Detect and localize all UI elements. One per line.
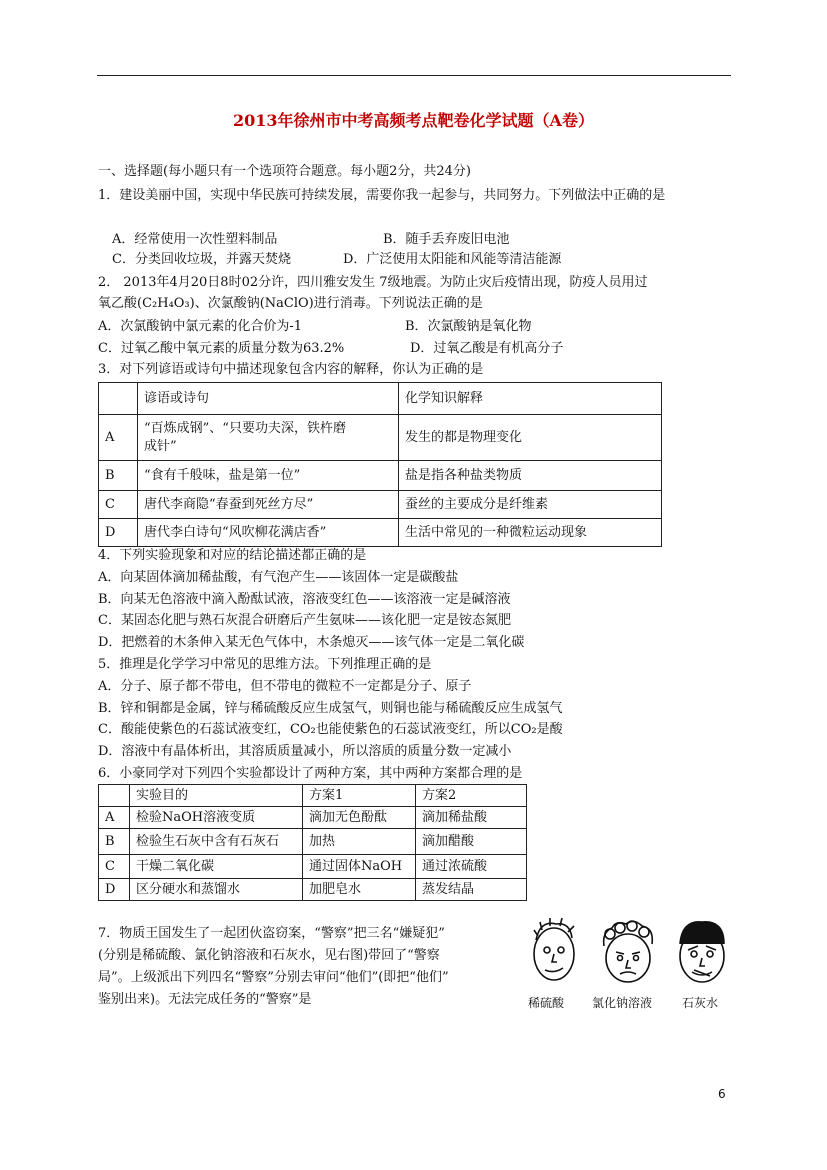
suspect-face-sodium-chloride xyxy=(604,921,653,982)
q5-option-c: C．酸能使紫色的石蕊试液变红，CO₂也能使紫色的石蕊试液变红，所以CO₂是酸 xyxy=(98,722,563,737)
q3-row xyxy=(99,415,662,461)
q1-stem: 1．建设美丽中国，实现中华民族可持续发展，需要你我一起参与，共同努力。下列做法中正确的是 xyxy=(98,188,666,203)
q3-row-saying: 唐代李商隐“春蚕到死丝方尽” xyxy=(138,491,399,519)
suspects-cartoon xyxy=(520,912,735,992)
q3-row-saying-line1: “百炼成钢”、“只要功夫深，铁杵磨 xyxy=(144,420,346,436)
q6-row-goal: 检验生石灰中含有石灰石 xyxy=(130,829,303,855)
q6-row-plan2: 通过浓硫酸 xyxy=(416,855,527,879)
q6-header-blank xyxy=(99,785,130,807)
q6-row-plan2: 滴加稀盐酸 xyxy=(416,807,527,829)
suspects-figure xyxy=(520,912,735,1012)
label-sulfuric-acid: 稀硫酸 xyxy=(528,996,565,1010)
q6-header-plan2: 方案2 xyxy=(416,785,527,807)
q3-row-key: B xyxy=(99,461,138,491)
q3-stem: 3．对下列谚语或诗句中描述现象包含内容的解释，你认为正确的是 xyxy=(98,362,484,377)
q2-option-d: D．过氧乙酸是有机高分子 xyxy=(410,341,564,356)
q3-table-header xyxy=(99,383,662,415)
q3-row-key: A xyxy=(99,415,138,461)
q2-option-b: B．次氯酸钠是氧化物 xyxy=(405,319,532,334)
page-title: 2013年徐州市中考高频考点靶卷化学试题（A卷） xyxy=(233,111,594,130)
q5-stem: 5．推理是化学学习中常见的思维方法。下列推理正确的是 xyxy=(98,657,432,672)
q3-row xyxy=(99,519,662,547)
q4-option-b: B．向某无色溶液中滴入酚酞试液，溶液变红色——该溶液一定是碱溶液 xyxy=(98,592,511,607)
q3-row-explanation: 蚕丝的主要成分是纤维素 xyxy=(399,491,662,519)
page-number: 6 xyxy=(718,1087,726,1101)
q3-row xyxy=(99,461,662,491)
q3-table xyxy=(98,382,662,547)
q3-row-explanation: 盐是指各种盐类物质 xyxy=(399,461,662,491)
q6-row-key: A xyxy=(99,807,130,829)
q6-row xyxy=(99,829,527,855)
q4-option-d: D．把燃着的木条伸入某无色气体中，木条熄灭——该气体一定是二氧化碳 xyxy=(98,635,525,650)
q2-option-c: C．过氧乙酸中氧元素的质量分数为63.2% xyxy=(98,341,345,356)
q2-stem-line1: 2． 2013年4月20日8时02分许，四川雅安发生 7级地震。为防止灾后疫情出现，防疫人员用过 xyxy=(98,275,648,290)
q6-header-goal: 实验目的 xyxy=(130,785,303,807)
q7-stem-line2: (分别是稀硫酸、氯化钠溶液和石灰水，见右图)带回了“警察 xyxy=(98,948,440,963)
q3-header-sayings: 谚语或诗句 xyxy=(138,383,399,415)
q7-stem-line4: 鉴别出来)。无法完成任务的“警察”是 xyxy=(98,992,312,1007)
q3-row xyxy=(99,491,662,519)
q6-row-plan1: 加热 xyxy=(303,829,416,855)
q4-stem: 4．下列实验现象和对应的结论描述都正确的是 xyxy=(98,548,367,563)
q6-row-key: B xyxy=(99,829,130,855)
suspect-face-limewater xyxy=(680,922,724,982)
q7-stem-line3: 局”。上级派出下列四名“警察”分别去审问“他们”(即把“他们” xyxy=(98,970,449,985)
q4-option-a: A．向某固体滴加稀盐酸，有气泡产生——该固体一定是碳酸盐 xyxy=(98,570,459,585)
q6-row-key: C xyxy=(99,855,130,879)
q6-header-plan1: 方案1 xyxy=(303,785,416,807)
q1-option-d: D．广泛使用太阳能和风能等清洁能源 xyxy=(343,252,562,267)
q5-option-b: B．锌和铜都是金属，锌与稀硫酸反应生成氢气，则铜也能与稀硫酸反应生成氢气 xyxy=(98,701,563,716)
q6-table xyxy=(98,784,527,901)
q6-row-plan1: 滴加无色酚酞 xyxy=(303,807,416,829)
q4-option-c: C．某固态化肥与熟石灰混合研磨后产生氨味——该化肥一定是铵态氮肥 xyxy=(98,613,511,628)
q2-option-a: A．次氯酸钠中氯元素的化合价为-1 xyxy=(98,319,303,334)
q3-header-explanation: 化学知识解释 xyxy=(399,383,662,415)
q6-row-goal: 检验NaOH溶液变质 xyxy=(130,807,303,829)
q6-table-header xyxy=(99,785,527,807)
q3-row-explanation: 发生的都是物理变化 xyxy=(399,415,662,461)
q5-option-d: D．溶液中有晶体析出，其溶质质量减小，所以溶质的质量分数一定减小 xyxy=(98,744,512,759)
q6-row-goal: 区分硬水和蒸馏水 xyxy=(130,879,303,901)
q1-option-b: B．随手丢弃废旧电池 xyxy=(383,232,510,247)
q6-row-plan2: 滴加醋酸 xyxy=(416,829,527,855)
section-heading: 一、选择题(每小题只有一个选项符合题意。每小题2分，共24分) xyxy=(98,164,471,179)
q6-stem: 6．小豪同学对下列四个实验都设计了两种方案，其中两种方案都合理的是 xyxy=(98,766,523,781)
q1-option-a: A．经常使用一次性塑料制品 xyxy=(112,232,278,247)
q3-row-saying xyxy=(138,415,399,461)
q3-row-saying-line2: 成针” xyxy=(144,438,177,454)
q6-row-goal: 干燥二氧化碳 xyxy=(130,855,303,879)
q3-row-key: C xyxy=(99,491,138,519)
q5-option-a: A．分子、原子都不带电，但不带电的微粒不一定都是分子、原子 xyxy=(98,679,472,694)
q3-header-blank xyxy=(99,383,138,415)
q6-row-plan1: 加肥皂水 xyxy=(303,879,416,901)
q3-row-explanation: 生活中常见的一种微粒运动现象 xyxy=(399,519,662,547)
q6-row-plan2: 蒸发结晶 xyxy=(416,879,527,901)
q3-row-saying: “食有千般味，盐是第一位” xyxy=(138,461,399,491)
q6-row xyxy=(99,807,527,829)
q1-option-c: C．分类回收垃圾，并露天焚烧 xyxy=(112,252,291,267)
q7-stem-line1: 7．物质王国发生了一起团伙盗窃案，“警察”把三名“嫌疑犯” xyxy=(98,926,445,941)
label-sodium-chloride-solution: 氯化钠溶液 xyxy=(592,996,653,1010)
q6-row xyxy=(99,879,527,901)
q6-row xyxy=(99,855,527,879)
q6-row-key: D xyxy=(99,879,130,901)
suspect-face-sulfuric-acid xyxy=(534,918,574,980)
q3-row-key: D xyxy=(99,519,138,547)
q3-row-saying: 唐代李白诗句“风吹柳花满店香” xyxy=(138,519,399,547)
q6-row-plan1: 通过固体NaOH xyxy=(303,855,416,879)
q2-stem-line2: 氧乙酸(C₂H₄O₃)、次氯酸钠(NaClO)进行消毒。下列说法正确的是 xyxy=(98,296,483,311)
label-limewater: 石灰水 xyxy=(682,996,719,1010)
header-rule xyxy=(97,75,731,76)
